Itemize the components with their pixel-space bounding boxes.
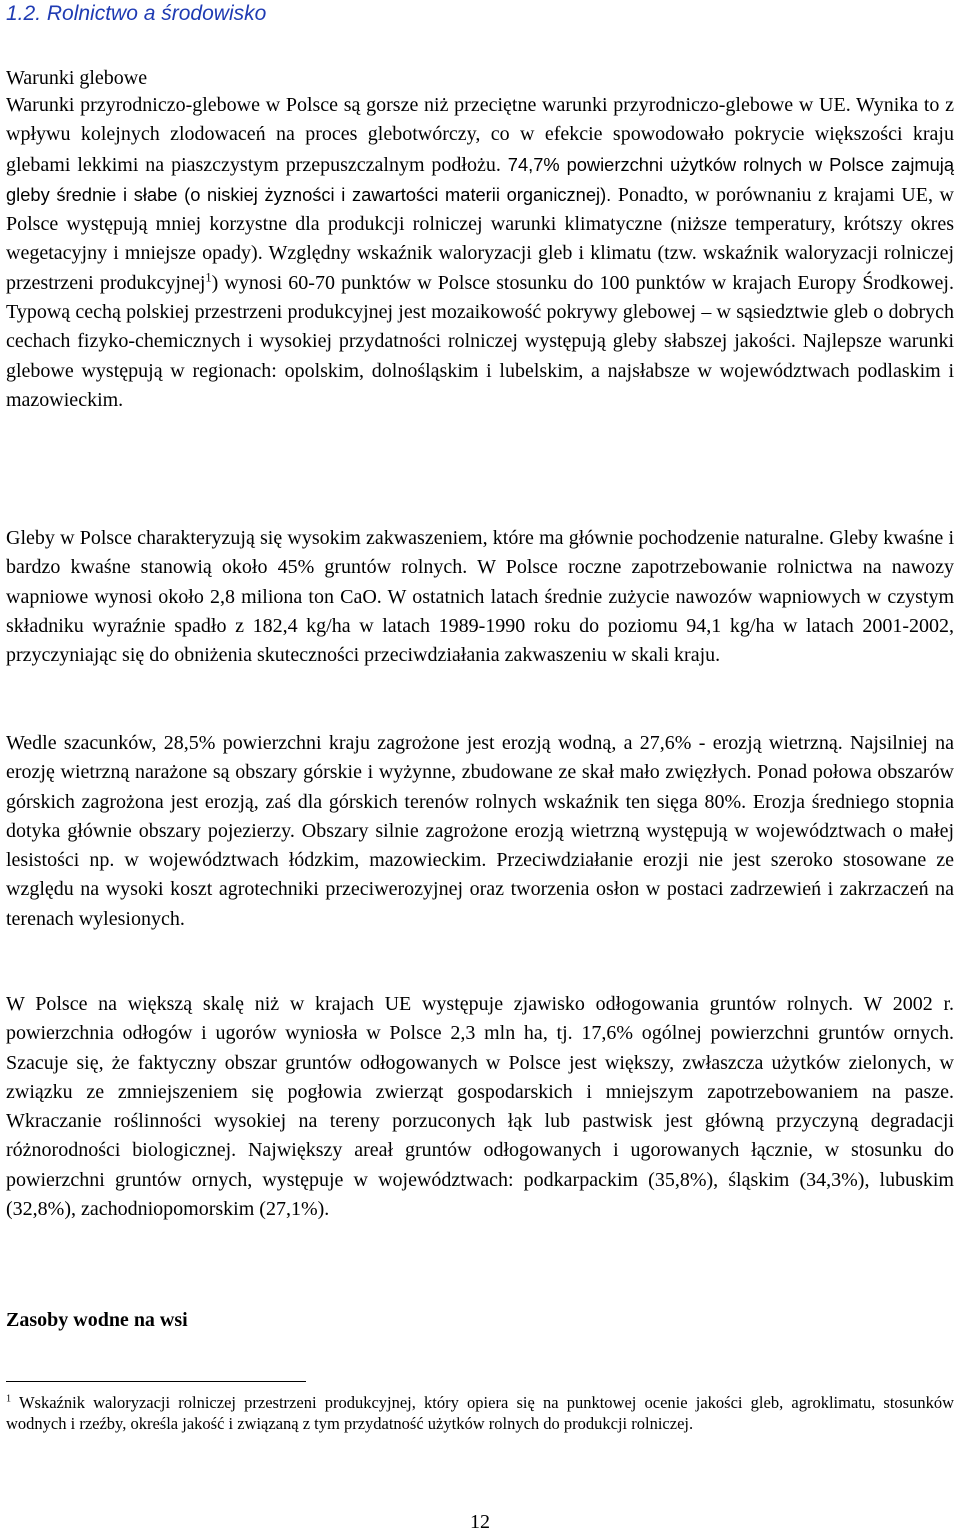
paragraph-fallow-land: W Polsce na większą skalę niż w krajach UE występuje zjawisko odłogowania gruntów rolnych. W 2002 r. powierzchnia odłogów i ugorów wyniosła w Polsce 2,3 mln ha, tj. 17,6% ogólnej powierzchni gruntów ornych. Szacuje się, że faktyczny obszar gruntów odłogowanych w Polsce jest większy, zwłaszcza użytków zielonych, w związku ze zmniejszeniem się pogłowia zwierząt gospodarskich i mniejszym zapotrzebowaniem na pasze. Wkraczanie roślinności wysokiej na tereny porzuconych łąk lub pastwisk jest główną przyczyną degradacji różnorodności biologicznej. Największy areał gruntów odłogowanych i ugorowanych łącznie, w stosunku do powierzchni gruntów ornych, występuje w województwach: podkarpackim (35,8%), śląskim (34,3%), lubuskim (32,8%), zachodniopomorskim (27,1%). <box>6 993 954 1221</box>
subheading-soil-conditions: Warunki glebowe <box>6 67 148 89</box>
paragraph-soil-part-d: ) wynosi 60-70 punktów w Polsce stosunku do 100 punktów w krajach Europy Środkowej. Typową cechą polskiej przestrzeni produkcyjnej jest mozaikowość pokrywy glebowej – w sąsiedztwie gleb o dobrych cechach fizyko-chemicznych i wysokiej przydatności rolniczej występują gleby słabszej jakości. Najlepsze warunki glebowe występują w regionach: opolskim, dolnośląskim i lubelskim, a najsłabsze w województwach podlaskim i mazowieckim. <box>6 271 954 411</box>
paragraph-soil-part-c: Ponadto, w porównaniu z krajami UE, w Polsce występują mniej korzystne dla produkcji rolniczej warunki klimatyczne (niższe temperatury, krótszy okres wegetacyjny i mniejsze opady). Względny wskaźnik waloryzacji gleb i klimatu (tzw. wskaźnik waloryzacji rolniczej przestrzeni produkcyjnej <box>6 183 954 294</box>
footnote-text: Wskaźnik waloryzacji rolniczej przestrzeni produkcyjnej, który opiera się na punktowej ocenie jakości gleb, agroklimatu, stosunków wodnych i rzeźby, określa jakość i związaną z tym przydatność użytków rolnych do produkcji rolniczej. <box>6 1393 954 1434</box>
paragraph-soil-part-a: Warunki przyrodniczo-glebowe w Polsce są gorsze niż przeciętne warunki przyrodniczo-glebowe w UE. Wynika to z wpływu kolejnych zlodowaceń na proces glebotwórczy, co w efekcie spowodowało pokrycie większości kraju glebami lekkimi na piaszczystym przepuszczalnym podłożu. <box>6 94 954 176</box>
heading-water-resources: Zasoby wodne na wsi <box>6 1309 188 1331</box>
section-heading: 1.2. Rolnictwo a środowisko <box>6 2 267 25</box>
paragraph-erosion: Wedle szacunków, 28,5% powierzchni kraju zagrożone jest erozją wodną, a 27,6% - erozją wietrzną. Najsilniej na erozję wietrzną narażone są obszary górskie i wyżynne, zbudowane ze skał mało zwięzłych. Ponad połowa obszarów górskich zagrożona jest erozją, zaś dla górskich terenów rolnych wskaźnik ten sięga 80%. Erozja średniego stopnia dotyka głównie obszary pojezierzy. Obszary silnie zagrożone erozją wietrzną występują w województwach o małej lesistości np. w województwach łódzkim, mazowieckim. Przeciwdziałanie erozji nie jest szeroko stosowane ze względu na wysoki koszt agrotechniki przeciwerozyjnej oraz tworzenia osłon w postaci zadrzewień i zakrzaczeń na terenach wylesionych. <box>6 732 954 930</box>
footnote-divider <box>6 1381 306 1382</box>
paragraph-acidification: Gleby w Polsce charakteryzują się wysokim zakwaszeniem, które ma głównie pochodzenie naturalne. Gleby kwaśne i bardzo kwaśne stanowią około 45% gruntów rolnych. W Polsce roczne zapotrzebowanie rolnictwa na nawozy wapniowe wynosi około 2,8 miliona ton CaO. W ostatnich latach średnie zużycie nawozów wapniowych w czystym składniku wyraźnie spadło z 182,4 kg/ha w latach 1989-1990 roku do poziomu 94,1 kg/ha w latach 2001-2002, przyczyniając się do obniżenia skuteczności przeciwdziałania zakwaszeniu w skali kraju. <box>6 527 954 667</box>
page-number: 12 <box>470 1511 490 1533</box>
paragraph-soil-part-b: 74,7% powierzchni użytków rolnych w Polsce zajmują gleby średnie i słabe (o niskiej żyzności i zawartości materii organicznej). <box>6 153 955 205</box>
footnote-marker: 1 <box>6 1393 12 1405</box>
footnote <box>6 1392 954 1435</box>
footnote-reference: 1 <box>205 270 212 285</box>
paragraph-soil-conditions <box>6 91 954 415</box>
